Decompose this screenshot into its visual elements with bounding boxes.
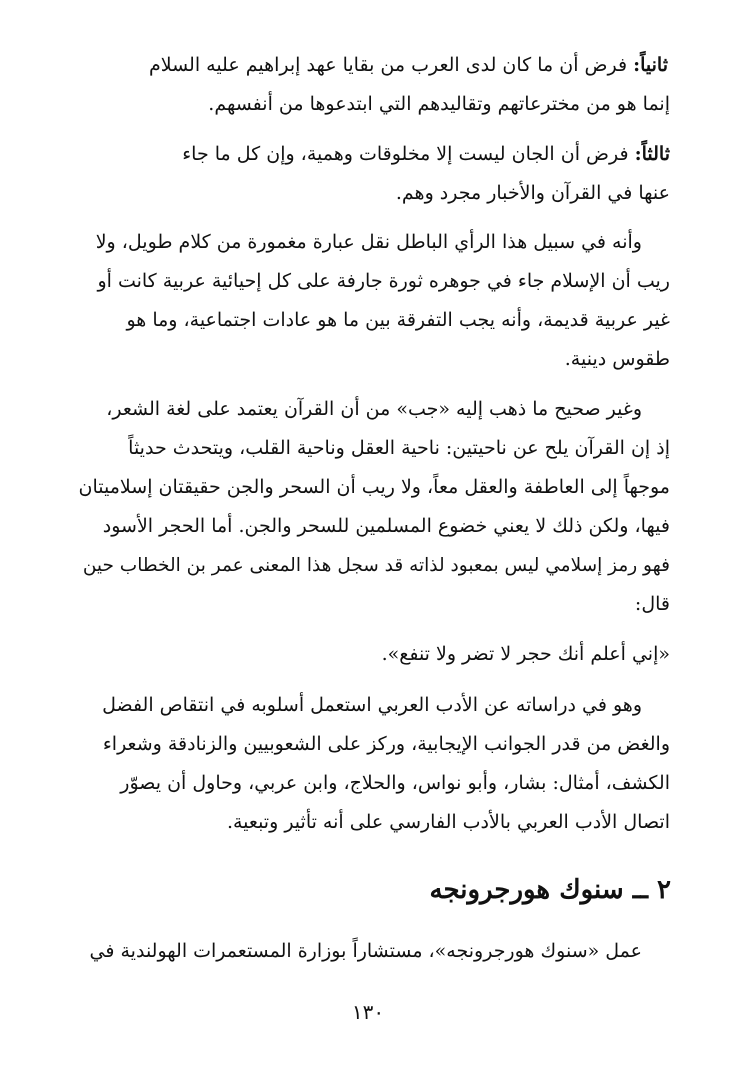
section-heading: ٢ ــ سنوك هورجرونجه (429, 875, 671, 905)
text-line: غير عربية قديمة، وأنه يجب التفرقة بين ما هو عادات اجتماعية، وما هو (126, 309, 670, 331)
paragraph-false-opinion (70, 223, 670, 379)
text-line: وغير صحيح ما ذهب إليه «جب» من أن القرآن يعتمد على لغة الشعر، (106, 398, 642, 420)
paragraph-secondly (70, 46, 670, 124)
text-line: عمل «سنوك هورجرونجه»، مستشاراً بوزارة المستعمرات الهولندية في (89, 940, 642, 962)
text-line: وأنه في سبيل هذا الرأي الباطل نقل عبارة مغمورة من كلام طويل، ولا (95, 231, 642, 253)
text-line: عنها في القرآن والأخبار مجرد وهم. (395, 182, 670, 204)
quotation (70, 635, 670, 674)
paragraph-lead: ثانياً: (633, 54, 668, 76)
text-line: طقوس دينية. (564, 348, 670, 370)
text-line: ريب أن الإسلام جاء في جوهره ثورة جارفة على كل إحيائية عربية كانت أو (97, 270, 670, 292)
text-line: إنما هو من مخترعاتهم وتقاليدهم التي ابتدعوها من أنفسهم. (208, 93, 670, 115)
text-line (70, 135, 670, 174)
page-number: ١٣٠ (351, 1000, 385, 1024)
text-line: والغض من قدر الجوانب الإيجابية، وركز على الشعوبيين والزنادقة وشعراء (102, 733, 670, 755)
text-line: إذ إن القرآن يلح عن ناحيتين: ناحية العقل وناحية القلب، ويتحدث حديثاً (128, 437, 670, 459)
text-line: موجهاً إلى العاطفة والعقل معاً، ولا ريب أن السحر والجن حقيقتان إسلاميتان (78, 476, 670, 498)
text-line: فيها، ولكن ذلك لا يعني خضوع المسلمين للسحر والجن. أما الحجر الأسود (102, 515, 670, 537)
paragraph-literature (70, 686, 670, 842)
text-line: فهو رمز إسلامي ليس بمعبود لذاته قد سجل هذا المعنى عمر بن الخطاب حين (82, 555, 670, 576)
paragraph-gibb (70, 390, 670, 624)
paragraph-snouck (70, 932, 670, 971)
text-line: اتصال الأدب العربي بالأدب الفارسي على أنه تأثير وتبعية. (226, 811, 670, 833)
paragraph-lead: ثالثاً: (634, 143, 670, 165)
text-line: الكشف، أمثال: بشار، وأبو نواس، والحلاج، وابن عربي، وحاول أن يصوّر (120, 772, 670, 794)
text-line: قال: (634, 593, 670, 615)
text-line: «إني أعلم أنك حجر لا تضر ولا تنفع». (381, 643, 670, 665)
text-line (70, 46, 670, 85)
text-line-content: فرض أن الجان ليست إلا مخلوقات وهمية، وإن كل ما جاء (182, 143, 629, 165)
paragraph-thirdly (70, 135, 670, 213)
text-line-content: فرض أن ما كان لدى العرب من بقايا عهد إبراهيم عليه السلام (148, 54, 628, 76)
text-line: وهو في دراساته عن الأدب العربي استعمل أسلوبه في انتقاص الفضل (102, 694, 642, 716)
